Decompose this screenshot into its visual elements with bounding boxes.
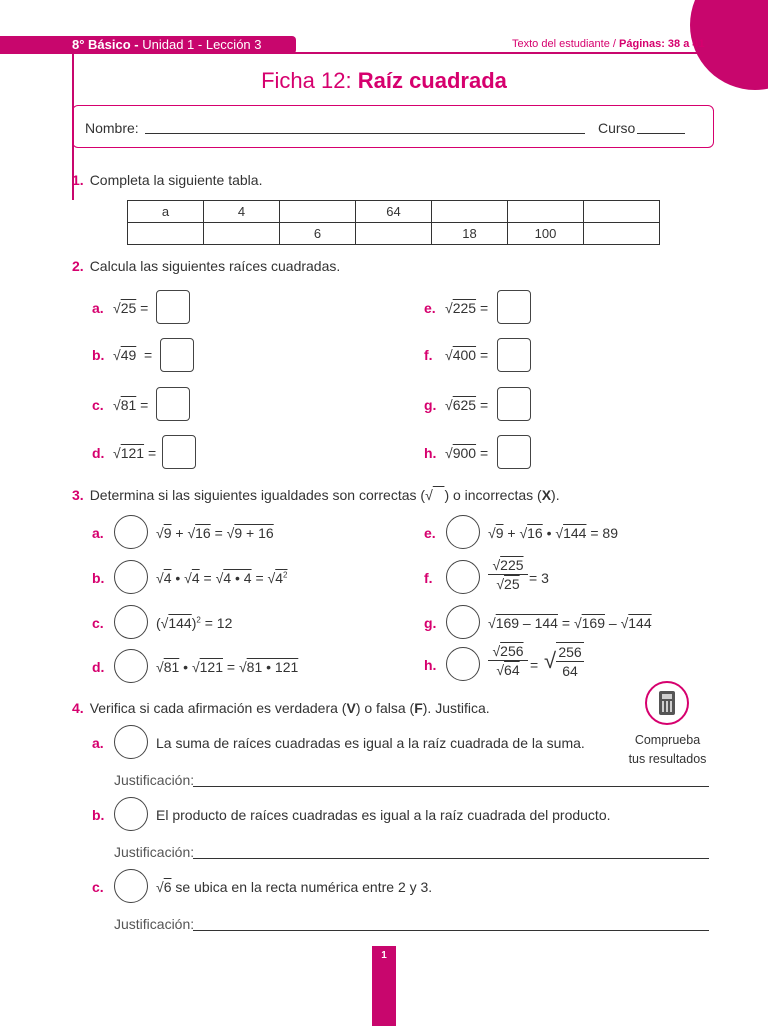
numerator: 256 [556,643,584,662]
q2-item-letter: g. [424,397,437,413]
q2-expression: √625 = [445,397,489,413]
radical-sign: √ [544,648,557,673]
q3-expression-e: √9 + √16 • √144 = 89 [488,525,618,541]
operator: + [175,525,184,541]
answer-box[interactable] [156,387,190,421]
calculator-icon [645,681,689,725]
q2-item-letter: d. [92,445,105,461]
reference-pages: Páginas: 38 a 41 [619,38,705,50]
q3-item-letter: g. [424,615,437,631]
check-mark-icon: √ [425,487,433,503]
q2-item-letter: b. [92,347,105,363]
answer-box[interactable] [162,435,196,469]
q3-expression-a: √9 + √16 = √9 + 16 [156,525,274,541]
q2-expression: √49 = [113,347,153,363]
name-label: Nombre: [85,120,139,136]
q4-prompt [72,700,490,716]
radicand: 4 [163,570,172,586]
q3-item-letter: a. [92,525,104,541]
denominator: 64 [562,663,578,679]
answer-box[interactable] [497,435,531,469]
answer-circle[interactable] [446,647,480,681]
q4-statement: El producto de raíces cuadradas es igual a la raíz cuadrada del producto. [156,807,611,823]
q3-item-letter: h. [424,657,437,673]
radicand: 144 [563,525,587,541]
answer-circle[interactable] [446,605,480,639]
q2-expression: √25 = [113,300,149,316]
operator: = [204,615,213,631]
q3-item-letter: c. [92,615,104,631]
q4-statement: √6 se ubica en la recta numérica entre 2 y 3. [156,879,433,895]
operator: • [183,659,189,675]
operator: – [608,615,617,631]
table-cell[interactable] [584,223,660,245]
table-cell: 4 [204,201,280,223]
q3-fraction-f [488,556,528,593]
answer-box[interactable] [156,290,190,324]
answer-box[interactable] [497,290,531,324]
table-cell[interactable] [508,201,584,223]
answer-box[interactable] [160,338,194,372]
page-title [0,68,768,94]
radicand: 64 [504,662,520,678]
name-field[interactable] [145,133,585,134]
q4-item-letter: c. [92,879,104,895]
q2-prompt [72,258,340,274]
header-course [72,36,262,54]
q4-text: ). Justifica. [422,700,490,716]
radicand: 225 [452,300,477,316]
radicand: 6 [163,879,172,895]
page-number: 1 [381,950,387,961]
radicand: 169 [581,615,605,631]
answer-circle[interactable] [114,649,148,683]
answer-circle[interactable] [114,515,148,549]
answer-circle[interactable] [114,797,148,831]
operator: • [546,525,552,541]
q2-item-letter: f. [424,347,433,363]
q2-item-letter: h. [424,445,437,461]
q3-x-mark: X [541,487,552,503]
radicand: 49 [120,347,137,363]
table-cell[interactable] [204,223,280,245]
denominator: √25 [496,576,520,592]
operator: • [175,570,181,586]
q2-expression: √225 = [445,300,489,316]
calculator-label-line: Comprueba [634,733,701,747]
table-row [128,201,660,223]
operator: = [561,615,571,631]
table-cell: a [128,201,204,223]
justification-label: Justificación: [114,772,195,788]
radicand: 121 [120,445,145,461]
q3-number: 3. [72,487,84,503]
result: = 89 [590,525,618,541]
equals-sign: = [479,300,489,316]
q1-number: 1. [72,172,84,188]
equals-sign: = [140,397,149,413]
title-prefix: Ficha 12: [261,68,358,93]
q1-text: Completa la siguiente tabla. [89,172,263,188]
table-cell[interactable] [128,223,204,245]
table-row [128,223,660,245]
operator: ( [156,615,161,631]
radicand: 4 [275,570,284,586]
q3-prompt [72,487,560,503]
table-cell[interactable] [432,201,508,223]
q3-text-after: ). [551,487,560,503]
answer-circle[interactable] [114,869,148,903]
c-paren-exp: )$^2$ [191,615,201,631]
radicand: 16 [527,525,543,541]
q4-v: V [346,700,356,716]
q1-prompt [72,172,262,188]
reference-text [512,38,705,50]
denominator: √64 [496,662,520,678]
equals-sign: = [140,300,149,316]
statement-text: se ubica en la recta numérica entre 2 y 3. [171,879,433,895]
q2-text: Calcula las siguientes raíces cuadradas. [89,258,341,274]
q3-item-letter: e. [424,525,436,541]
q4-number: 4. [72,700,84,716]
justification-field[interactable] [193,930,709,931]
equals-sign: = [147,445,157,461]
numerator: √225 [488,556,528,575]
q2-expression: √900 = [445,445,489,461]
radicand: 256 [500,643,524,659]
table-cell: 100 [508,223,584,245]
q3-expression-g: √169 – 144 = √169 – √144 [488,615,652,631]
radicand: 4 [191,570,200,586]
table-cell: 18 [432,223,508,245]
answer-box[interactable] [497,338,531,372]
table-cell[interactable] [584,201,660,223]
radicand: 9 [495,525,504,541]
equals-sign: = [479,347,489,363]
header-unit: Unidad 1 - Lección 3 [142,37,262,52]
radicand: 25 [120,300,137,316]
operator: = [203,570,212,586]
course-field[interactable] [637,133,685,134]
radicand: 25 [504,576,520,592]
q3-expression-d: √81 • √121 = √81 • 121 [156,659,299,675]
operator: = [255,570,264,586]
radicand: 169 – 144 [495,615,558,631]
operator: + [507,525,516,541]
exponent: 2 [283,570,288,580]
q3-item-letter: b. [92,570,105,586]
radicand: 625 [452,397,477,413]
q4-statement: La suma de raíces cuadradas es igual a la raíz cuadrada de la suma. [156,735,585,751]
exponent: 2 [196,615,201,625]
table-cell: 6 [280,223,356,245]
q2-item-letter: e. [424,300,436,316]
operator: = [214,525,223,541]
q3-fraction-h-right [556,642,584,680]
equals-sign: = [479,445,489,461]
table-cell[interactable] [280,201,356,223]
operator: = [226,659,236,675]
calculator-label [600,731,735,769]
q3-item-letter: f. [424,570,433,586]
justification-label: Justificación: [114,844,195,860]
numerator: √256 [488,642,528,661]
radicand: 81 [163,659,180,675]
reference-prefix: Texto del estudiante / [512,38,620,50]
f-result: = 3 [529,570,549,586]
q2-number: 2. [72,258,84,274]
q3-text-middle: ) o incorrectas ( [444,487,542,503]
answer-circle[interactable] [446,560,480,594]
q3-fraction-h-left [488,642,528,679]
q4-item-letter: b. [92,807,105,823]
q3-item-letter: d. [92,659,105,675]
q1-table [127,200,660,245]
radicand: 225 [500,557,524,573]
title-main: Raíz cuadrada [357,68,507,93]
q2-expression: √81 = [113,397,149,413]
q2-expression: √121 = [113,445,157,461]
radicand: 121 [199,659,223,675]
radicand: 4 • 4 [223,570,252,586]
q2-item-letter: c. [92,397,104,413]
q2-item-letter: a. [92,300,104,316]
table-cell: 64 [356,201,432,223]
radicand: 16 [195,525,211,541]
radicand: 9 + 16 [234,525,274,541]
radicand: 900 [452,445,477,461]
answer-circle[interactable] [114,605,148,639]
radicand: 81 • 121 [246,659,299,675]
q4-item-letter: a. [92,735,104,751]
answer-circle[interactable] [114,560,148,594]
equals-sign: = [144,347,153,363]
q3-expression-b: √4 • √4 = √4 • $4 = √4^2$ [156,570,288,586]
answer-circle[interactable] [446,515,480,549]
q4-text: Verifica si cada afirmación es verdadera ( [89,700,347,716]
radicand: 9 [163,525,172,541]
calculator-label-line: tus resultados [628,752,707,766]
h-equals: = [530,657,539,673]
table-cell[interactable] [356,223,432,245]
q3-text-before: Determina si las siguientes igualdades son correctas ( [89,487,426,503]
q4-f: F [414,700,423,716]
radicand: 81 [120,397,137,413]
q2-expression: √400 = [445,347,489,363]
justification-field[interactable] [193,858,709,859]
answer-box[interactable] [497,387,531,421]
justification-field[interactable] [193,786,709,787]
answer-circle[interactable] [114,725,148,759]
header-grade: 8° Básico - [72,37,139,52]
equals-sign: = [479,397,489,413]
radicand: 400 [452,347,477,363]
course-label: Curso [598,120,636,136]
radicand: 144 [168,615,192,631]
radicand: 144 [628,615,652,631]
q3-expression-c: $(√144)^2 = 12$ [156,615,233,631]
justification-label: Justificación: [114,916,195,932]
q4-text: ) o falsa ( [355,700,415,716]
